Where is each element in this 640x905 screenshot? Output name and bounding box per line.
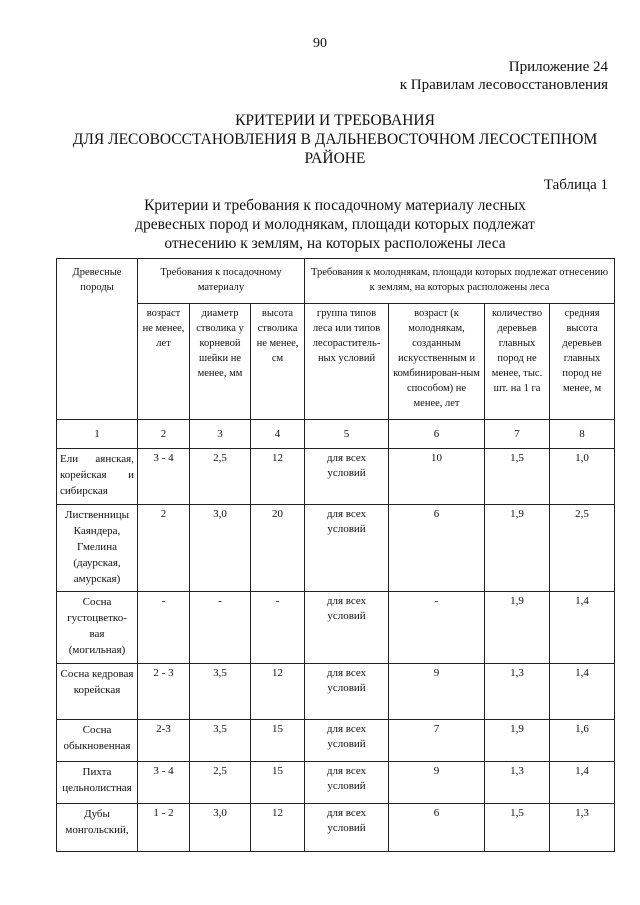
header-young-stand-age: возраст (к молоднякам, созданным искусственным и комбинирован-ным способом) не менее, лет [389, 304, 485, 420]
forest-type-group-cell: для всех условий [305, 449, 389, 505]
table-row [57, 505, 615, 592]
stem-diameter-cell: 3,0 [190, 804, 251, 852]
species-name: Пихта цельнолистная [57, 762, 138, 804]
stem-diameter-cell: 3,5 [190, 720, 251, 762]
caption-line-2: древесных пород и молоднякам, площади которых подлежат [135, 216, 535, 233]
page-number: 90 [313, 36, 327, 51]
species-name: Ели аянская, корейская и сибирская [57, 449, 138, 505]
stem-height-cell: - [251, 592, 305, 664]
table-row [57, 804, 615, 852]
header-group-young-stands: Требования к молоднякам, площади которых подлежат отнесению к землям, на которых расположены леса [305, 259, 615, 304]
stem-diameter-cell: 2,5 [190, 762, 251, 804]
column-number: 3 [190, 420, 251, 449]
table-row [57, 592, 615, 664]
header-group-planting-material: Требования к посадочному материалу [138, 259, 305, 304]
document-title [60, 111, 610, 168]
young-stand-age-cell: - [389, 592, 485, 664]
average-height-cell: 1,3 [550, 804, 615, 852]
species-name: Сосна густоцветко-вая (могильная) [57, 592, 138, 664]
appendix-line-1: Приложение 24 [508, 59, 608, 75]
forest-type-group-cell: для всех условий [305, 664, 389, 720]
stem-diameter-cell: 2,5 [190, 449, 251, 505]
header-seedling-age: возраст не менее, лет [138, 304, 190, 420]
column-number: 6 [389, 420, 485, 449]
stem-height-cell: 12 [251, 804, 305, 852]
column-number: 1 [57, 420, 138, 449]
column-number: 8 [550, 420, 615, 449]
tree-count-cell: 1,5 [485, 449, 550, 505]
header-species: Древесные породы [57, 259, 138, 420]
young-stand-age-cell: 7 [389, 720, 485, 762]
stem-height-cell: 15 [251, 762, 305, 804]
title-line-3: РАЙОНЕ [304, 150, 366, 167]
header-stem-height: высота стволика не менее, см [251, 304, 305, 420]
tree-count-cell: 1,9 [485, 720, 550, 762]
species-name: Сосна обыкновенная [57, 720, 138, 762]
forest-type-group-cell: для всех условий [305, 592, 389, 664]
species-name: Лиственницы Каяндера, Гмелина (даурская, амурская) [57, 505, 138, 592]
seedling-age-cell: 3 - 4 [138, 449, 190, 505]
forest-type-group-cell: для всех условий [305, 505, 389, 592]
tree-count-cell: 1,5 [485, 804, 550, 852]
stem-height-cell: 12 [251, 449, 305, 505]
young-stand-age-cell: 6 [389, 804, 485, 852]
forest-type-group-cell: для всех условий [305, 762, 389, 804]
species-name: Сосна кедровая корейская [57, 664, 138, 720]
average-height-cell: 1,4 [550, 762, 615, 804]
average-height-cell: 2,5 [550, 505, 615, 592]
caption-line-1: Критерии и требования к посадочному материалу лесных [144, 197, 526, 214]
caption-line-3: отнесению к землям, на которых расположены леса [164, 235, 506, 252]
table-row [57, 720, 615, 762]
column-number: 2 [138, 420, 190, 449]
seedling-age-cell: 2 [138, 505, 190, 592]
column-number: 5 [305, 420, 389, 449]
average-height-cell: 1,4 [550, 592, 615, 664]
appendix-line-2: к Правилам лесовосстановления [399, 77, 608, 93]
table-row [57, 664, 615, 720]
table-row [57, 762, 615, 804]
header-tree-count: количество деревьев главных пород не менее, тыс. шт. на 1 га [485, 304, 550, 420]
table-label: Таблица 1 [543, 177, 608, 193]
young-stand-age-cell: 9 [389, 664, 485, 720]
header-average-height: средняя высота деревьев главных пород не менее, м [550, 304, 615, 420]
average-height-cell: 1,6 [550, 720, 615, 762]
young-stand-age-cell: 10 [389, 449, 485, 505]
seedling-age-cell: 2-3 [138, 720, 190, 762]
tree-count-cell: 1,9 [485, 592, 550, 664]
table-caption [110, 196, 560, 253]
stem-diameter-cell: - [190, 592, 251, 664]
column-number: 7 [485, 420, 550, 449]
average-height-cell: 1,4 [550, 664, 615, 720]
tree-count-cell: 1,3 [485, 762, 550, 804]
header-forest-type-group: группа типов леса или типов лесораститель-ных условий [305, 304, 389, 420]
title-line-2: ДЛЯ ЛЕСОВОССТАНОВЛЕНИЯ В ДАЛЬНЕВОСТОЧНОМ ЛЕСОСТЕПНОМ [72, 131, 598, 148]
seedling-age-cell: 3 - 4 [138, 762, 190, 804]
tree-count-cell: 1,9 [485, 505, 550, 592]
requirements-table [56, 258, 615, 852]
tree-count-cell: 1,3 [485, 664, 550, 720]
title-line-1: КРИТЕРИИ И ТРЕБОВАНИЯ [235, 112, 435, 129]
stem-diameter-cell: 3,5 [190, 664, 251, 720]
stem-height-cell: 15 [251, 720, 305, 762]
average-height-cell: 1,0 [550, 449, 615, 505]
stem-height-cell: 20 [251, 505, 305, 592]
forest-type-group-cell: для всех условий [305, 720, 389, 762]
column-number: 4 [251, 420, 305, 449]
young-stand-age-cell: 6 [389, 505, 485, 592]
forest-type-group-cell: для всех условий [305, 804, 389, 852]
appendix-reference [400, 58, 608, 94]
seedling-age-cell: - [138, 592, 190, 664]
table-row [57, 449, 615, 505]
seedling-age-cell: 1 - 2 [138, 804, 190, 852]
species-name: Дубы монгольский, [57, 804, 138, 852]
young-stand-age-cell: 9 [389, 762, 485, 804]
header-stem-diameter: диаметр стволика у корневой шейки не менее, мм [190, 304, 251, 420]
stem-height-cell: 12 [251, 664, 305, 720]
seedling-age-cell: 2 - 3 [138, 664, 190, 720]
stem-diameter-cell: 3,0 [190, 505, 251, 592]
